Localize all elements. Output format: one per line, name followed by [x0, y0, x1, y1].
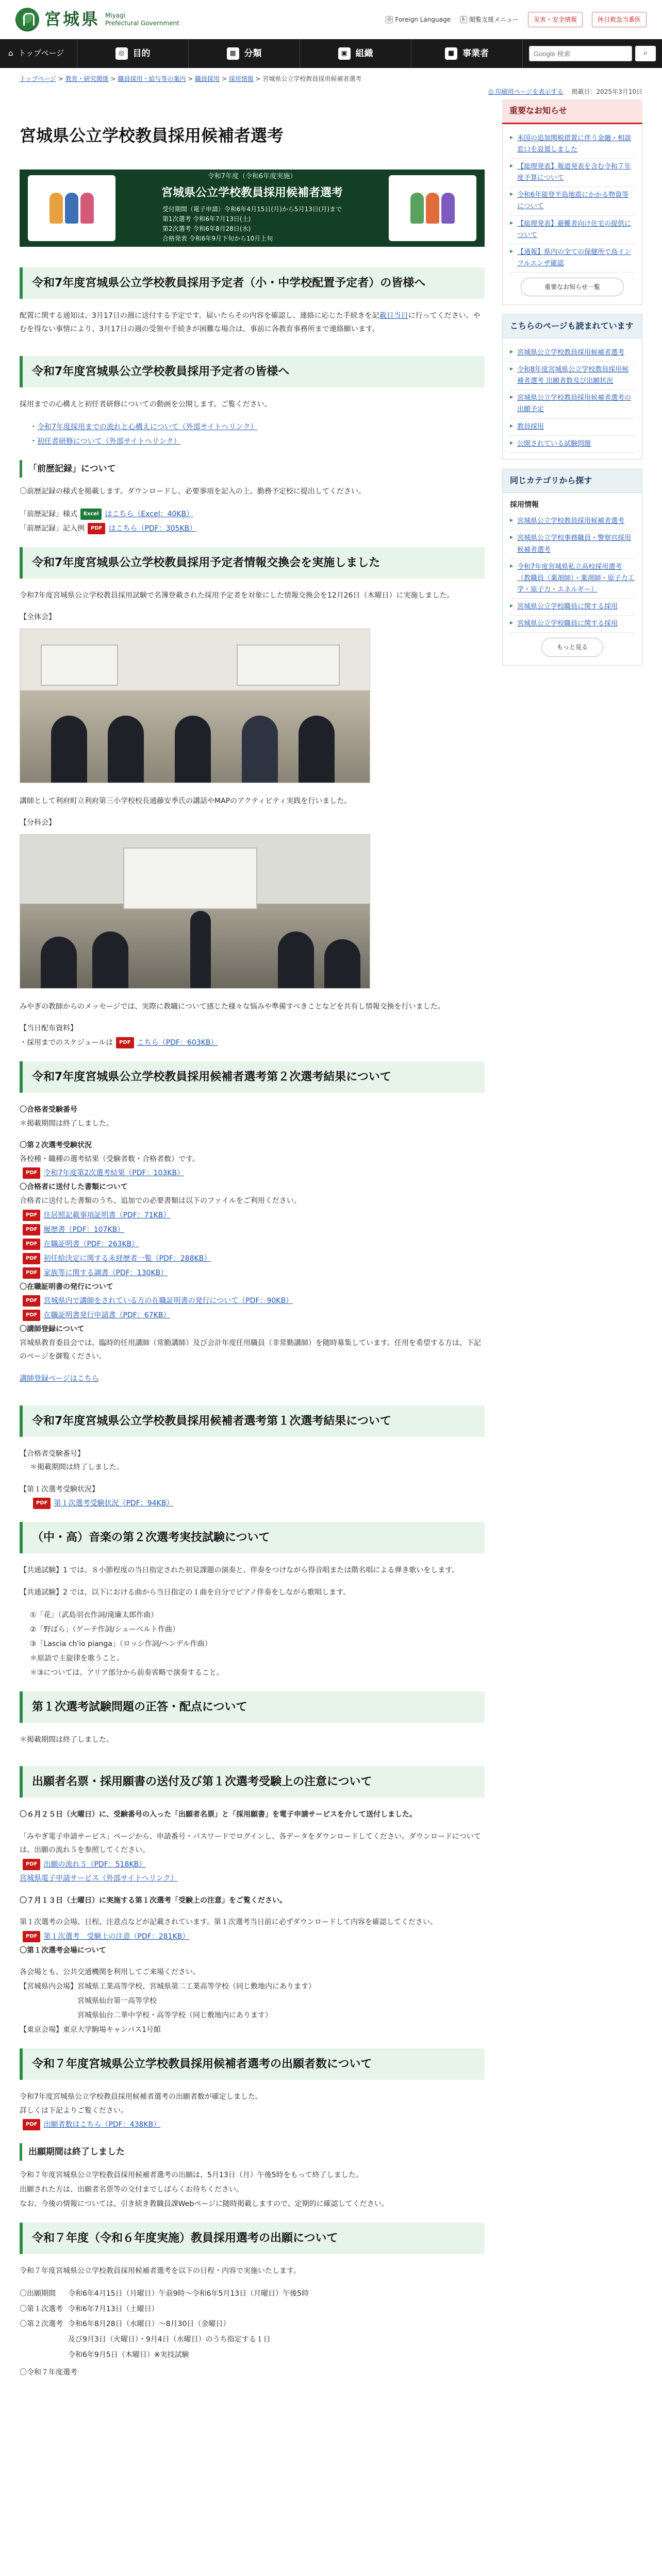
note: ＊原語で主旋律を歌うこと。: [30, 1654, 124, 1663]
paragraph: ＊掲載期間は終了しました。: [20, 1119, 113, 1128]
download-link[interactable]: 宮城県内で講師をされている方の在職証明書の発行について（PDF：90KB）: [43, 1297, 293, 1306]
paragraph: 「みやぎ電子申請サービス」ページから、申請番号・パスワードでログインし、各データをダウンロードしてください。ダウンロードについては、出願の流れ５を参照してください。: [20, 1832, 481, 1855]
gnav-business[interactable]: ■ 事業者: [411, 39, 523, 68]
pdf-icon: PDF: [23, 1295, 40, 1307]
section-heading: 出願者名票・採用願書の送付及び第１次選考受験上の注意について: [20, 1766, 485, 1798]
label: 【合格者受験番号】: [20, 1449, 85, 1458]
song-item: ②「野ばら」（ゲーテ作詞/シューベルト作曲）: [30, 1625, 179, 1634]
accessibility-link[interactable]: ♿ 閲覧支援メニュー: [460, 15, 519, 25]
section-heading: （中・高）音楽の第２次選考実技試験について: [20, 1522, 485, 1553]
section-heading: 令和７年度宮城県公立学校教員採用候補者選考の出願者数について: [20, 2048, 485, 2080]
notice-item[interactable]: ▶ 令和6年能登半島地震にかかる物資等について: [510, 187, 635, 215]
category-item[interactable]: ▶ 宮城県公立学校教員採用候補者選考: [510, 513, 635, 530]
breadcrumb-current: 宮城県公立学校教員採用候補者選考: [262, 75, 362, 82]
emergency-doctor-button[interactable]: 休日救急当番医: [592, 12, 647, 28]
note: ＊③については、アリア部分から前奏省略で演奏すること。: [30, 1668, 224, 1677]
download-link[interactable]: 出願の流れ５（PDF：518KB）: [43, 1860, 146, 1869]
photo-caption: 講師として利府町立利府第三小学校校長通藤安季氏の講話やMAPのアクティビティ実践を行いました。: [20, 796, 352, 805]
print-link[interactable]: ⎙ 印刷用ページを表示する: [488, 88, 564, 95]
also-read-heading: こちらのページも読まれています: [502, 314, 642, 338]
breadcrumb-link[interactable]: 職員採用: [195, 75, 220, 82]
label: 〇講師登録について: [20, 1325, 85, 1334]
label: 〇６月２５日（火曜日）に、受験番号の入った「出願者名票」と「採用願書」を電子申請サービスを介して送付しました。: [20, 1810, 417, 1819]
excel-icon: Excel: [80, 509, 102, 520]
schedule-row: 〇出願期間 令和6年4月15日（月曜日）午前9時～令和6年5月13日（月曜日）午後5時: [20, 2290, 309, 2298]
download-link[interactable]: 在職証明書（PDF：263KB）: [43, 1240, 139, 1248]
paragraph: なお、今後の情報については、引き続き教職員課Webページに随時掲載しますので、定期的に確認してください。: [20, 2200, 389, 2209]
label: 〇７月１３日（土曜日）に実施する第１次選考「受験上の注意」をご覧ください。: [20, 1896, 287, 1905]
same-category-box: [502, 469, 642, 666]
schedule-row: 及び9月3日（火曜日）・9月4日（水曜日）のうち指定する１日: [68, 2335, 271, 2344]
download-link[interactable]: 第１次選考 受験上の注意（PDF：281KB）: [43, 1932, 190, 1941]
notices-more-button[interactable]: 重要なお知らせ一覧: [521, 278, 624, 296]
inline-link[interactable]: 載日当日: [379, 311, 408, 320]
accessibility-icon: ♿: [460, 16, 467, 23]
download-link[interactable]: はこちら（Excel：40KB）: [105, 510, 194, 518]
subheading: 出願期間は終了しました: [20, 2143, 485, 2161]
download-link[interactable]: 家族等に関する調書（PDF：130KB）: [43, 1268, 168, 1277]
gnav-organization[interactable]: ▣ 組織: [300, 39, 411, 68]
notice-item[interactable]: ▶ 【総理発表】報道発表を含む令和７年度予算について: [510, 159, 635, 187]
also-read-box: [502, 314, 642, 459]
banner-line2: 宮城県公立学校教員採用候補者選考: [161, 187, 343, 200]
paragraph: 令和7年度宮城県公立学校教員採用候補者選考の出願者数が確定しました。: [20, 2092, 262, 2101]
section-heading: 令和７年度（令和６年度実施）教員採用選考の出願について: [20, 2223, 485, 2254]
students-illustration: [28, 175, 115, 241]
pdf-icon: PDF: [23, 1310, 40, 1321]
banner-row: 第2次選考 令和6年8月28日(水): [162, 225, 251, 232]
notice-item[interactable]: ▶ 【総理発表】避難者向け住宅の提供について: [510, 216, 635, 244]
pdf-icon: PDF: [116, 1037, 134, 1048]
banner-row: 受付期間（電子申請）令和6年4月15日(月)から5月13日(月)まで: [162, 205, 342, 213]
category-name: 採用情報: [510, 500, 539, 509]
page-tools: [0, 86, 662, 100]
home-icon: ⌂: [8, 48, 13, 58]
file-label: 「前歴記録」記入例: [20, 524, 85, 533]
label: 〇令和７年度選考: [20, 2368, 77, 2377]
pdf-icon: PDF: [88, 523, 105, 534]
globe-icon: ◎: [386, 16, 393, 23]
gnav-purpose[interactable]: ◎ 目的: [77, 39, 189, 68]
label: 【第１次選考受験状況】: [20, 1485, 99, 1494]
paragraph: 出願された方は、出願者名票等の交付までしばらくお待ちください。: [20, 2185, 243, 2194]
gnav-top[interactable]: ⌂ トップページ: [0, 39, 77, 68]
section-heading: 令和7年度宮城県公立学校教員採用候補者選考第２次選考結果について: [20, 1061, 485, 1093]
venue-item: 【宮城県内会場】宮城県工業高等学校、宮城県第二工業高等学校（同じ敷地内にあります）: [20, 1982, 316, 1991]
notice-item[interactable]: ▶ 米国の追加関税措置に伴う金融・相談窓口を設置しました: [510, 130, 635, 159]
label: 〇第１次選考会場について: [20, 1946, 106, 1955]
schedule-row: 〇第２次選考 令和6年8月28日（水曜日）～8月30日（金曜日）: [20, 2320, 230, 2329]
category-item[interactable]: ▶ 宮城県公立学校事務職員・警察官採用候補者選考: [510, 530, 635, 558]
paragraph: 配置に関する通知は、3月17日の週に送付する予定です。届いたらその内容を確認し、連絡に応じた手続きを記載日当日に行ってください。やむを得ない事情により、3月17日の週の受領や手続きが困難な場合は、事前に各教育事務所まで連絡願います。: [20, 311, 481, 334]
paragraph: 宮城県教育委員会では、臨時的任用講師（常勤講師）及び会計年度任用職員（非常勤講師）を随時募集しています。任用を希望する方は、下記のページを御覧ください。: [20, 1338, 481, 1361]
selection-banner: [20, 170, 485, 247]
also-read-item[interactable]: ▶ 宮城県公立学校教員採用候補者選考の出願予定: [510, 390, 635, 418]
lecturer-registration-link[interactable]: 講師登録ページはこちら: [20, 1375, 99, 1383]
plenary-session-photo: [20, 629, 370, 783]
search-input[interactable]: [529, 46, 632, 61]
main-content: 宮城県公立学校教員採用候補者選考 令和7年度（令和6年度実施） 宮城県公立学校教員採用候補者選考 受付期間（電子申請）令和6年4月15日(月)から5月13日(月)まで 第1次選考 令和6年7月13日(土) 第2次選考 令和6年8月28日(水) 合格発表 令和6年9月下旬から10月上旬 令和7年度宮城県公立学校教員採用予定者（小・中学校配置予定者）の皆様へ 配置に関する通知は、3月17日の週に送付する予定です。届いたらその内容を確認し、連絡に応じた手続きを記載日当日に行ってください。やむを得ない事情により、3月17日の週の受領や手続きが困難な場合は、事前に各教育事務所まで連絡願います。 令和7年度宮城県公立学校教員採用予定者の皆様へ 採用までの心構えと初任者研修についての動画を公開します。ご覧ください。 ・令和7年度採用までの流れと心構えについて（外部サイトへリンク） ・初任者研修について（外部サイトへリンク） 「前歴記録」について 〇前歴記録の様式を掲載します。ダウンロードし、必要事項を記入の上、勤務予定校に提出してください。 「前歴記録」様式 Excel はこちら（Excel：40KB） 「前歴記録」記入例 PDF はこちら（PDF：305KB） 令和7年度宮城県公立学校教員採用予定者情報交換会を実施しました 令和7年度宮城県公立学校教員採用試験で名簿登載された採用予定者を対象にした情報交換会を12月26日（木曜日）に実施しました。 【全体会】 講師として利府町立利府第三小学校校長通藤安季氏の講話やMAPのアクティビティ実践を行いました。 【分科会】 みやぎの教師からのメッセージでは、実際に教職について感じた様々な悩みや準備すべきことなどを共有し情報交換を行いました。 【当日配布資料】 ・採用までのスケジュールは PDF こちら（PDF：603KB） 令和7年度宮城県公立学校教員採用候補者選考第２次選考結果について 〇合格者受験番号 ＊掲載期間は終了しました。 〇第２次選考受験状況 各校種・職種の選考結果（受験者数・合格者数）です。 PDF 令和7年度第2次選考結果（PDF：103KB） 〇合格者に送付した書類について 合格者に送付した書類のうち、追加での必要書類は以下のファイルをご利用ください。 PDF 住居照記載事項証明書（PDF：71KB） PDF 履歴書（PDF：107KB） PDF 在職証明書（PDF：263KB） PDF 初任給決定に関する未経歴者一覧（PDF：288KB） PDF 家族等に関する調書（PDF：130KB） 〇在職証明書の発行について PDF 宮城県内で講師をされている方の在職証明書の発行について（PDF：90KB） PDF 在職証明書発行申請書（PDF：67KB） 〇講師登録について 宮城県教育委員会では、臨時的任用講師（常勤講師）及び会計年度任用職員（非常勤講師）を随時募集しています。任用を希望する方は、下記のページを御覧ください。 講師登録ページはこちら 令和7年度宮城県公立学校教員採用候補者選考第１次選考結果について 【合格者受験番号】 ＊掲載期間は終了しました。 【第１次選考受験状況】 PDF 第１次選考受験状況（PDF：94KB） （中・高）音楽の第２次選考実技試験について 【共通試験】1 では、８小節程度の当日指定された初見課題の演奏と、伴奏をつけながら得音唱または階名唱による弾き歌いをします。 【共通試験】2 では、以下における曲から当日指定の１曲を自分でピアノ伴奏をしながら歌唱します。 ①「花」（武島羽衣作詞/滝廉太郎作曲） ②「野ばら」（ゲーテ作詞/シューベルト作曲） ③「Lascia ch'io pianga」（ロッシ作詞/ヘンデル作曲） ＊原語で主旋律を歌うこと。 ＊③については、アリア部分から前奏省略で演奏すること。 第１次選考試験問題の正答・配点について ＊掲載期間は終了しました。 出願者名票・採用願書の送付及び第１次選考受験上の注意について 〇６月２５日（火曜日）に、受験番号の入った「出願者名票」と「採用願書」を電子申請サービスを介して送付しました。 「みやぎ電子申請サービス」ページから、申請番号・パスワードでログインし、各データをダウンロードしてください。ダウンロードについては、出願の流れ５を参照してください。 PDF 出願の流れ５（PDF：518KB） 宮城県電子申請サービス（外部サイトへリンク） 〇７月１３日（土曜日）に実施する第１次選考「受験上の注意」をご覧ください。 第１次選考の会場、日程、注意点などが記載されています。第１次選考当日前に必ずダウンロードして内容を確認してください。 PDF 第１次選考 受験上の注意（PDF：281KB） 〇第１次選考会場について 各会場とも、公共交通機関を利用してご来場ください。 【宮城県内会場】宮城県工業高等学校、宮城県第二工業高等学校（同じ敷地内にあります） 宮城県仙台第一高等学校 宮城県仙台二華中学校・高等学校（同じ敷地内にあります） 【東京会場】東京大学駒場キャンパス1号館 令和７年度宮城県公立学校教員採用候補者選考の出願者数について 令和7年度宮城県公立学校教員採用候補者選考の出願者数が確定しました。 詳しくは下記よりご覧ください。 PDF 出願者数はこちら（PDF：438KB） 出願期間は終了しました 令和７年度宮城県公立学校教員採用候補者選考の出願は、5月13日（月）午後5時をもって終了しました。 出願された方は、出願者名票等の交付までしばらくお待ちください。 なお、今後の情報については、引き続き教職員課Webページに随時掲載しますので、定期的に確認してください。 令和７年度（令和６年度実施）教員採用選考の出願について 令和７年度宮城県公立学校教員採用候補者選考を以下の日程・内容で実施いたします。 〇出願期間 令和6年4月15日（月曜日）午前9時～令和6年5月13日（月曜日）午後5時 〇第１次選考 令和6年7月13日（土曜日） 〇第２次選考 令和6年8月28日（水曜日）～8月30日（金曜日） 及び9月3日（火曜日）・9月4日（水曜日）のうち指定する１日 令和6年9月5日（木曜日）※実技試験 〇令和７年度選考: [20, 99, 485, 2380]
also-read-item[interactable]: ▶ 教員採用: [510, 419, 635, 436]
print-icon: ⎙: [488, 88, 495, 95]
paragraph: ＊掲載期間は終了しました。: [20, 1735, 113, 1744]
purpose-icon: ◎: [115, 47, 128, 60]
section-heading: 第１次選考試験問題の正答・配点について: [20, 1691, 485, 1723]
gnav-category[interactable]: ▦ 分類: [189, 39, 300, 68]
site-logo[interactable]: [15, 7, 179, 32]
label: 〇合格者受験番号: [20, 1106, 77, 1114]
paragraph: 詳しくは下記よりご覧ください。: [20, 2106, 128, 2115]
section-heading: 令和7年度宮城県公立学校教員採用候補者選考第１次選考結果について: [20, 1405, 485, 1437]
page-title: 宮城県公立学校教員採用候補者選考: [20, 126, 284, 146]
song-item: ③「Lascia ch'io pianga」（ロッシ作詞/ヘンデル作曲）: [30, 1639, 212, 1648]
organization-icon: ▣: [338, 47, 351, 60]
business-icon: ■: [445, 47, 457, 60]
subheading: 「前歴記録」について: [20, 460, 485, 478]
also-read-item[interactable]: ▶ 公開されている試験問題: [510, 436, 635, 453]
paragraph: 合格者に送付した書類のうち、追加での必要書類は以下のファイルをご利用ください。: [20, 1197, 301, 1206]
file-label: 「前歴記録」様式: [20, 510, 77, 518]
pdf-icon: PDF: [33, 1498, 51, 1509]
also-read-item[interactable]: ▶ 宮城県公立学校教員採用候補者選考: [510, 345, 635, 362]
label: 【当日配布資料】: [20, 1024, 77, 1033]
breadcrumb-link[interactable]: 採用情報: [228, 75, 254, 82]
download-link[interactable]: こちら（PDF：603KB）: [137, 1039, 218, 1047]
label: 〇在職証明書の発行について: [20, 1282, 113, 1291]
download-link[interactable]: 令和7年度第2次選考結果（PDF：103KB）: [43, 1169, 185, 1178]
notice-item[interactable]: ▶ 【通報】県内の全ての保健所で鳥インフルエンザ確認: [510, 244, 635, 273]
pdf-icon: PDF: [23, 1210, 40, 1221]
paragraph: 採用までの心構えと初任者研修についての動画を公開します。ご覧ください。: [20, 400, 272, 409]
video-link[interactable]: 令和7年度採用までの流れと心構えについて（外部サイトへリンク）: [37, 422, 258, 431]
venue-item: 宮城県仙台第一高等学校: [77, 1996, 157, 2005]
pdf-icon: PDF: [23, 1859, 40, 1870]
paragraph: 令和７年度宮城県公立学校教員採用候補者選考の出願は、5月13日（月）午後5時をもって終了しました。: [20, 2171, 363, 2180]
download-link[interactable]: 第１次選考受験状況（PDF：94KB）: [54, 1499, 174, 1508]
pdf-icon: PDF: [23, 1267, 40, 1279]
venue-item: 宮城県仙台二華中学校・高等学校（同じ敷地内にあります）: [77, 2011, 272, 2020]
sidebar: [502, 99, 642, 2380]
download-link[interactable]: 出願者数はこちら（PDF：438KB）: [43, 2121, 161, 2129]
label: 【分科会】: [20, 819, 56, 827]
logo-text: 宮城県: [44, 9, 101, 29]
prefecture-seal-icon: [15, 8, 39, 31]
schedule-row: 令和6年9月5日（木曜日）※実技試験: [68, 2350, 189, 2359]
pdf-icon: PDF: [23, 1167, 40, 1179]
category-item[interactable]: ▶ 宮城県公立学校職員に関する採用: [510, 616, 635, 633]
global-nav: [0, 39, 662, 68]
pdf-icon: PDF: [23, 1253, 40, 1264]
disaster-info-button[interactable]: 災害・安全情報: [528, 12, 583, 28]
download-link[interactable]: 在職証明書発行申請書（PDF：67KB）: [43, 1311, 171, 1320]
category-icon: ▦: [227, 47, 239, 60]
download-link[interactable]: 履歴書（PDF：107KB）: [43, 1225, 125, 1234]
also-read-item[interactable]: ▶ 令和8年度宮城県公立学校教員採用候補者選考 出願者数及び出願状況: [510, 362, 635, 390]
foreign-language-link[interactable]: ◎ Foreign Language: [386, 15, 450, 25]
category-more-button[interactable]: もっと見る: [541, 638, 603, 656]
label: 〇第２次選考受験状況: [20, 1141, 92, 1150]
breakout-session-photo: [20, 834, 370, 989]
venue-item: 【東京会場】東京大学駒場キャンパス1号館: [20, 2025, 161, 2034]
banner-row: 合格発表 令和6年9月下旬から10月上旬: [162, 235, 273, 243]
label: 【全体会】: [20, 613, 56, 622]
search-icon[interactable]: ⌕: [635, 46, 656, 61]
pdf-icon: PDF: [23, 1224, 40, 1235]
paragraph: 各校種・職種の選考結果（受験者数・合格者数）です。: [20, 1155, 200, 1163]
paragraph: 〇前歴記録の様式を掲載します。ダウンロードし、必要事項を記入の上、勤務予定校に提出してください。: [20, 487, 366, 496]
paragraph: 【共通試験】2 では、以下における曲から当日指定の１曲を自分でピアノ伴奏をしながら歌唱します。: [20, 1588, 351, 1597]
pdf-icon: PDF: [23, 1239, 40, 1250]
label: 〇合格者に送付した書類について: [20, 1183, 128, 1192]
notices-heading: 重要なお知らせ: [502, 99, 642, 124]
video-link[interactable]: 初任者研修について（外部サイトへリンク）: [37, 437, 181, 446]
important-notices: [502, 99, 642, 305]
download-link[interactable]: 住居照記載事項証明書（PDF：71KB）: [43, 1211, 171, 1219]
paragraph: 令和７年度宮城県公立学校教員採用候補者選考を以下の日程・内容で実施いたします。: [20, 2267, 301, 2276]
banner-line1: 令和7年度（令和6年度実施）: [207, 172, 297, 180]
external-link[interactable]: 宮城県電子申請サービス（外部サイトへリンク）: [20, 1874, 178, 1883]
paragraph: 令和7年度宮城県公立学校教員採用試験で名簿登載された採用予定者を対象にした情報交換会を12月26日（木曜日）に実施しました。: [20, 591, 454, 600]
download-link[interactable]: 初任給決定に関する未経歴者一覧（PDF：288KB）: [43, 1254, 211, 1263]
paragraph: 第１次選考の会場、日程、注意点などが記載されています。第１次選考当日前に必ずダウンロードして内容を確認してください。: [20, 1918, 437, 1927]
section-heading: 令和7年度宮城県公立学校教員採用予定者（小・中学校配置予定者）の皆様へ: [20, 267, 485, 299]
photo-caption: みやぎの教師からのメッセージでは、実際に教職について感じた様々な悩みや準備すべきことなどを共有し情報交換を行いました。: [20, 1002, 445, 1011]
teachers-illustration: [389, 175, 476, 241]
breadcrumb-link[interactable]: トップページ: [20, 75, 56, 82]
breadcrumb-link[interactable]: 職員採用・給与等の案内: [118, 75, 186, 82]
logo-subtitle: Miyagi Prefectural Government: [105, 12, 179, 27]
category-item[interactable]: ▶ 宮城県公立学校職員に関する採用: [510, 599, 635, 616]
paragraph: 【共通試験】1 では、８小節程度の当日指定された初見課題の演奏と、伴奏をつけながら得音唱または階名唱による弾き歌いをします。: [20, 1566, 459, 1575]
publish-date: 掲載日：2025年3月10日: [571, 88, 642, 95]
category-item[interactable]: ▶ 令和7年度宮城県私立高校採用選考（教職員（薬剤師）・薬剤師・原子力工学・原子力・エネルギー）: [510, 559, 635, 599]
schedule-row: 〇第１次選考 令和6年7月13日（土曜日）: [20, 2304, 159, 2313]
schedule-table: [20, 2286, 314, 2363]
download-link[interactable]: はこちら（PDF：305KB）: [108, 524, 197, 533]
breadcrumb: トップページ > 教育・研究関係 > 職員採用・給与等の案内 > 職員採用 > 採用情報 > 宮城県公立学校教員採用候補者選考: [20, 75, 362, 82]
pdf-icon: PDF: [23, 2119, 40, 2130]
pdf-icon: PDF: [23, 1931, 40, 1942]
site-header: [0, 0, 662, 39]
same-category-heading: 同じカテゴリから探す: [502, 469, 642, 493]
paragraph: 各会場とも、公共交通機関を利用してご来場ください。: [20, 1968, 200, 1977]
paragraph: ＊掲載期間は終了しました。: [30, 1463, 124, 1472]
search-area: [523, 39, 662, 68]
banner-row: 第1次選考 令和6年7月13日(土): [162, 215, 251, 223]
section-heading: 令和7年度宮城県公立学校教員採用予定者情報交換会を実施しました: [20, 547, 485, 579]
song-item: ①「花」（武島羽衣作詞/滝廉太郎作曲）: [30, 1611, 158, 1619]
section-heading: 令和7年度宮城県公立学校教員採用予定者の皆様へ: [20, 356, 485, 387]
breadcrumb-link[interactable]: 教育・研究関係: [65, 75, 109, 82]
